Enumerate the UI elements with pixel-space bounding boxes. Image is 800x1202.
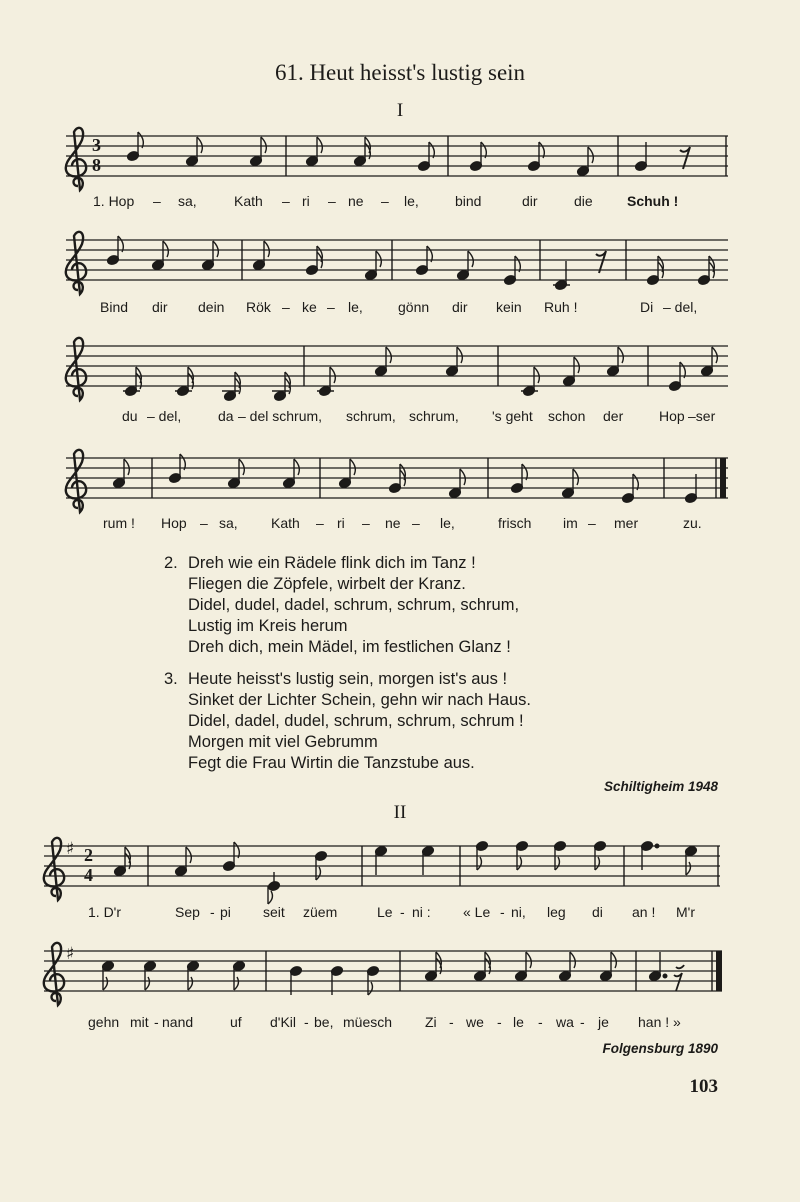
- notes: [101, 952, 666, 995]
- svg-text:2: 2: [84, 845, 93, 865]
- verse-line: Fliegen die Zöpfele, wirbelt der Kranz.: [188, 575, 466, 593]
- syllable: dir: [152, 299, 168, 315]
- syllable: rum !: [103, 515, 135, 531]
- syllable: wa: [556, 1014, 574, 1030]
- syllable: ke: [302, 299, 317, 315]
- syllable: du: [122, 408, 138, 424]
- syllable: je: [598, 1014, 609, 1030]
- syllable: bind: [455, 193, 482, 209]
- staff-melody1-system3: [0, 330, 800, 410]
- syllable: an !: [632, 904, 656, 920]
- syllable: da: [218, 408, 234, 424]
- syllable: ne: [348, 193, 364, 209]
- treble-clef-icon: [44, 838, 64, 900]
- source-attribution: Folgensburg 1890: [602, 1041, 718, 1056]
- syllable: –: [316, 515, 324, 531]
- section-heading-ii: II: [393, 802, 407, 823]
- syllable: M'r: [676, 904, 695, 920]
- notes: [113, 840, 697, 904]
- syllable: –: [327, 299, 335, 315]
- staff-melody1-system4: [0, 442, 800, 522]
- syllable: dir: [452, 299, 468, 315]
- syllable: gönn: [398, 299, 430, 315]
- syllable: ne: [385, 515, 401, 531]
- svg-text:8: 8: [92, 155, 101, 175]
- syllable: kein: [496, 299, 522, 315]
- staff-lines: [66, 136, 728, 176]
- notes: [112, 454, 697, 504]
- syllable: be,: [314, 1014, 334, 1030]
- syllable: – del,: [663, 299, 698, 315]
- staff-melody2-system2: [0, 935, 800, 1015]
- syllable: ri: [302, 193, 310, 209]
- syllable: ni :: [412, 904, 431, 920]
- syllable: seit: [263, 904, 285, 920]
- syllable: -: [500, 904, 505, 920]
- syllable: schrum,: [409, 408, 459, 424]
- syllable: leg: [547, 904, 566, 920]
- syllable: sa,: [219, 515, 238, 531]
- syllable: -: [304, 1014, 309, 1030]
- syllable: –: [328, 193, 336, 209]
- treble-clef-icon: [66, 128, 86, 190]
- syllable: –: [282, 299, 290, 315]
- syllable: –: [588, 515, 596, 531]
- syllable: Rök: [246, 299, 271, 315]
- verse-number: 2.: [164, 554, 178, 572]
- syllable: -: [154, 1014, 159, 1030]
- syllable: Bind: [100, 299, 129, 315]
- svg-text:3: 3: [92, 135, 101, 155]
- page-number: 103: [689, 1076, 718, 1097]
- syllable: le,: [404, 193, 419, 209]
- syllable: le,: [348, 299, 363, 315]
- syllable: le: [513, 1014, 524, 1030]
- syllable: müesch: [343, 1014, 393, 1030]
- syllable: mit: [130, 1014, 149, 1030]
- syllable: mer: [614, 515, 639, 531]
- section-heading-i: I: [396, 100, 404, 121]
- syllable: nand: [162, 1014, 194, 1030]
- syllable: le,: [440, 515, 455, 531]
- syllable: d'Kil: [270, 1014, 297, 1030]
- syllable: Kath: [234, 193, 263, 209]
- syllable: die: [574, 193, 593, 209]
- source-attribution: Schiltigheim 1948: [603, 779, 718, 794]
- syllable: -: [400, 904, 405, 920]
- syllable: Kath: [271, 515, 300, 531]
- notes: [123, 347, 717, 402]
- verse-line: Sinket der Lichter Schein, gehn wir nach Haus.: [188, 691, 532, 709]
- sharp-key-signature-icon: ♯: [66, 944, 75, 964]
- syllable: pi: [220, 904, 231, 920]
- syllable: di: [592, 904, 603, 920]
- staff-melody2-system1: [0, 830, 800, 910]
- syllable: –: [362, 515, 370, 531]
- syllable: Le: [377, 904, 393, 920]
- syllable: -: [449, 1014, 454, 1030]
- syllable: Hop: [659, 408, 685, 424]
- staff-melody1-system1: [0, 120, 800, 200]
- syllable: –: [200, 515, 208, 531]
- verse-line: Fegt die Frau Wirtin die Tanzstube aus.: [188, 754, 475, 772]
- syllable: han ! »: [638, 1014, 681, 1030]
- syllable: -: [580, 1014, 585, 1030]
- syllable: der: [603, 408, 624, 424]
- syllable: –: [282, 193, 290, 209]
- sharp-key-signature-icon: ♯: [66, 839, 75, 859]
- staff-lines: [66, 346, 728, 386]
- verse-3: [164, 669, 532, 774]
- syllable: –: [412, 515, 420, 531]
- syllable: Hop: [161, 515, 187, 531]
- syllable: « Le: [463, 904, 491, 920]
- verse-line: Dreh dich, mein Mädel, im festlichen Glanz !: [188, 638, 511, 656]
- syllable: –ser: [688, 408, 716, 424]
- syllable: 1. D'r: [88, 904, 122, 920]
- notes: [126, 132, 647, 177]
- syllable: sa,: [178, 193, 197, 209]
- verse-line: Didel, dadel, dudel, schrum, schrum, schrum !: [188, 712, 524, 730]
- verse-2: [164, 553, 520, 658]
- syllable: –: [153, 193, 161, 209]
- treble-clef-icon: [66, 338, 86, 400]
- treble-clef-icon: [66, 232, 86, 294]
- syllable: zu.: [683, 515, 702, 531]
- syllable: frisch: [498, 515, 532, 531]
- song-title: 61. Heut heisst's lustig sein: [274, 60, 526, 85]
- svg-text:4: 4: [84, 865, 93, 885]
- syllable: dein: [198, 299, 225, 315]
- staff-lines: [66, 240, 728, 280]
- syllable: schrum,: [346, 408, 396, 424]
- verse-line: Lustig im Kreis herum: [188, 617, 348, 635]
- syllable: dir: [522, 193, 538, 209]
- syllable: gehn: [88, 1014, 120, 1030]
- syllable: ri: [337, 515, 345, 531]
- syllable: Ruh !: [544, 299, 578, 315]
- syllable: – del,: [147, 408, 182, 424]
- syllable: -: [497, 1014, 502, 1030]
- treble-clef-icon: [44, 943, 64, 1005]
- verse-line: Didel, dudel, dadel, schrum, schrum, schrum,: [188, 596, 520, 614]
- syllable: -: [210, 904, 215, 920]
- syllable: Schuh !: [627, 193, 679, 209]
- treble-clef-icon: [66, 450, 86, 512]
- verse-line: Heute heisst's lustig sein, morgen ist's aus !: [188, 670, 508, 688]
- syllable: Zi: [425, 1014, 437, 1030]
- syllable: Sep: [175, 904, 200, 920]
- sixteenth-rest-icon: [674, 965, 684, 991]
- syllable: schon: [548, 408, 586, 424]
- time-signature: [92, 135, 101, 175]
- syllable: Di: [640, 299, 654, 315]
- verse-number: 3.: [164, 670, 178, 688]
- syllable: we: [466, 1014, 484, 1030]
- syllable: 's geht: [492, 408, 533, 424]
- time-signature: [84, 845, 93, 885]
- syllable: im: [563, 515, 578, 531]
- staff-melody1-system2: [0, 224, 800, 304]
- syllable: – del schrum,: [238, 408, 323, 424]
- verse-line: Morgen mit viel Gebrumm: [188, 733, 378, 751]
- syllable: 1. Hop: [93, 193, 135, 209]
- verse-line: Dreh wie ein Rädele flink dich im Tanz !: [188, 554, 476, 572]
- syllable: uf: [230, 1014, 242, 1030]
- syllable: züem: [303, 904, 338, 920]
- syllable: -: [538, 1014, 543, 1030]
- notes: [106, 236, 714, 291]
- syllable: –: [381, 193, 389, 209]
- syllable: ni,: [511, 904, 526, 920]
